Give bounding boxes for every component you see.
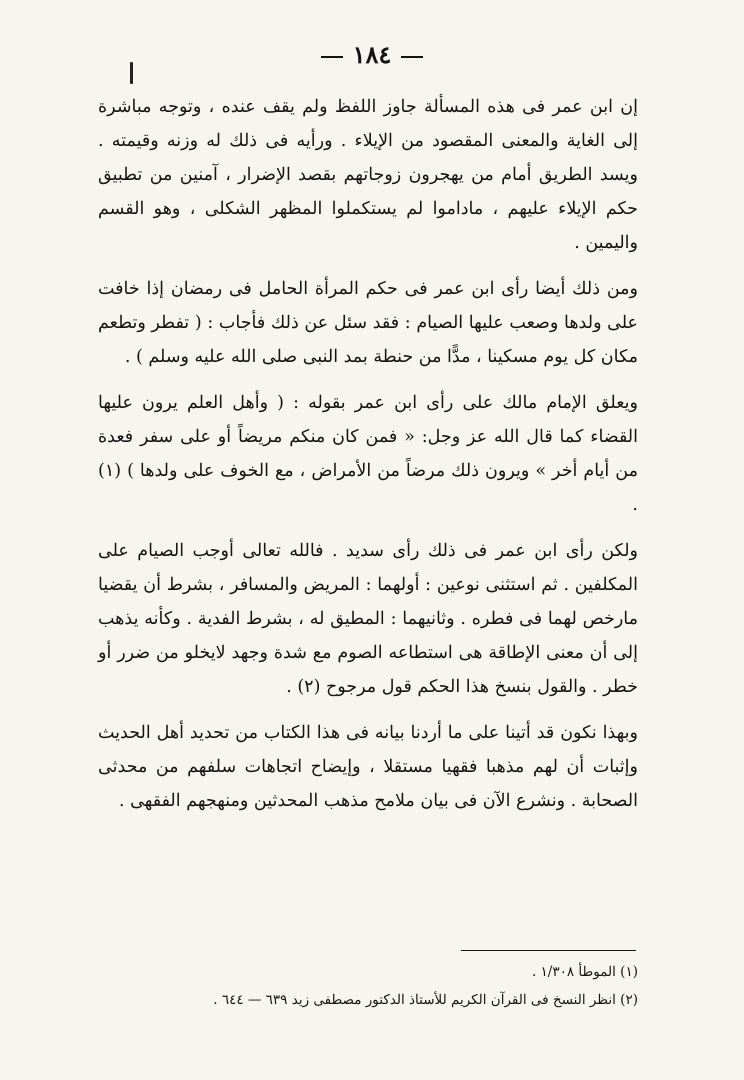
page-number: ١٨٤ xyxy=(0,40,744,69)
footnotes xyxy=(98,958,638,1014)
paragraph-5: وبهذا نكون قد أتينا على ما أردنا بيانه فى هذا الكتاب من تحديد أهل الحديث وإثبات أن لهم مذهبا فقهيا مستقلا ، وإيضاح اتجاهات سلفهم من محدثى الصحابة . ونشرع الآن فى بيان ملامح مذهب المحدثين ومنهجهم الفقهى . xyxy=(98,723,638,811)
paragraph-3: ويعلق الإمام مالك على رأى ابن عمر بقوله : ( وأهل العلم يرون عليها القضاء كما قال الله عز وجل: « فمن كان منكم مريضاً أو على سفر فعدة من أيام أخر » ويرون ذلك مرضاً من الأمراض ، مع الخوف على ولدها ) (١) . xyxy=(98,393,638,515)
footnote-1: (١) الموطأ ١/٣٠٨ . xyxy=(531,964,638,980)
footnote-2: (٢) انظر النسخ فى القرآن الكريم للأستاذ الدكتور مصطفى زيد ٦٣٩ — ٦٤٤ . xyxy=(213,992,638,1008)
margin-mark xyxy=(130,62,133,84)
paragraph-2: ومن ذلك أيضا رأى ابن عمر فى حكم المرأة الحامل فى رمضان إذا خافت على ولدها وصعب عليها الصيام : فقد سئل عن ذلك فأجاب : ( تفطر وتطعم مكان كل يوم مسكينا ، مدًّا من حنطة بمد النبى صلى الله عليه وسلم ) . xyxy=(98,279,638,367)
body-text xyxy=(98,90,638,830)
paragraph-1: إن ابن عمر فى هذه المسألة جاوز اللفظ ولم يقف عنده ، وتوجه مباشرة إلى الغاية والمعنى المقصود من الإيلاء . ورأيه فى ذلك له وزنه وقيمته . ويسد الطريق أمام من يهجرون زوجاتهم بقصد الإضرار ، آمنين من تطبيق حكم الإيلاء عليهم ، ماداموا لم يستكملوا المظهر الشكلى ، وهو القسم واليمين . xyxy=(98,97,638,253)
paragraph-4: ولكن رأى ابن عمر فى ذلك رأى سديد . فالله تعالى أوجب الصيام على المكلفين . ثم استثنى نوعين : أولهما : المريض والمسافر ، بشرط أن يقضيا مارخص لهما فى فطره . وثانيهما : المطيق له ، بشرط الفدية . وكأنه يذهب إلى أن معنى الإطاقة هى استطاعه الصوم مع شدة وجهد لايخلو من ضرر أو خطر . والقول بنسخ هذا الحكم قول مرجوح (٢) . xyxy=(98,541,638,697)
footnote-divider xyxy=(461,950,636,951)
